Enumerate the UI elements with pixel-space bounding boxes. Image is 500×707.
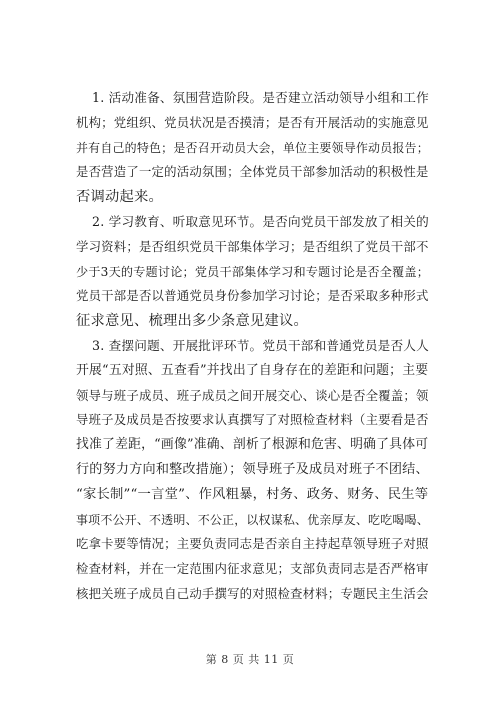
- paragraph-line: 机构；党组织、党员状况是否摸清；是否有开展活动的实施意见: [76, 114, 429, 130]
- paragraph-line: 核把关班子成员自己动手撰写的对照检查材料；专题民主生活会: [76, 585, 429, 601]
- paragraph-line: 找准了差距，“画像”准确、剖析了根源和危害、明确了具体可: [76, 437, 429, 453]
- paragraph-line: 检查材料，并在一定范围内征求意见；支部负责同志是否严格审: [76, 561, 429, 577]
- paragraph-line: 导班子及成员是否按要求认真撰写了对照检查材料（主要看是否: [76, 412, 429, 428]
- page-number-footer: 第 8 页 共 11 页: [205, 653, 295, 666]
- paragraph-1: [76, 86, 428, 210]
- paragraph-2: [76, 210, 428, 334]
- paragraph-line: 领导与班子成员、班子成员之间开展交心、谈心是否全覆盖；领: [76, 387, 429, 403]
- paragraph-line: 征求意见、梳理出多少条意见建议。: [76, 313, 308, 330]
- paragraph-line: 开展“五对照、五查看”并找出了自身存在的差距和问题；主要: [76, 362, 429, 378]
- paragraph-line: 2. 学习教育、听取意见环节。是否向党员干部发放了相关的: [92, 213, 429, 229]
- paragraph-line: “家长制”“一言堂”、作风粗暴，村务、政务、财务、民生等: [76, 486, 429, 502]
- paragraph-line: 吃拿卡要等情况；主要负责同志是否亲自主持起草领导班子对照: [76, 536, 429, 552]
- paragraph-line: 并有自己的特色；是否召开动员大会，单位主要领导作动员报告；: [76, 140, 429, 155]
- paragraph-line: 事项不公开、不透明、不公正，以权谋私、优亲厚友、吃吃喝喝、: [76, 512, 429, 527]
- paragraph-line: 是否营造了一定的活动氛围；全体党员干部参加活动的积极性是: [76, 164, 429, 180]
- document-body: [76, 86, 428, 607]
- paragraph-line: 党员干部是否以普通党员身份参加学习讨论；是否采取多种形式: [76, 288, 429, 304]
- paragraph-line: 少于3天的专题讨论；党员干部集体学习和专题讨论是否全覆盖；: [76, 264, 430, 279]
- paragraph-line: 3. 查摆问题、开展批评环节。党员干部和普通党员是否人人: [92, 337, 429, 353]
- paragraph-line: 学习资料；是否组织党员干部集体学习；是否组织了党员干部不: [76, 238, 429, 254]
- paragraph-line: 1. 活动准备、氛围营造阶段。是否建立活动领导小组和工作: [92, 90, 429, 105]
- paragraph-line: 行的努力方向和整改措施）；领导班子及成员对班子不团结、: [76, 461, 429, 477]
- paragraph-line: 否调动起来。: [76, 189, 163, 206]
- paragraph-3: [76, 334, 428, 607]
